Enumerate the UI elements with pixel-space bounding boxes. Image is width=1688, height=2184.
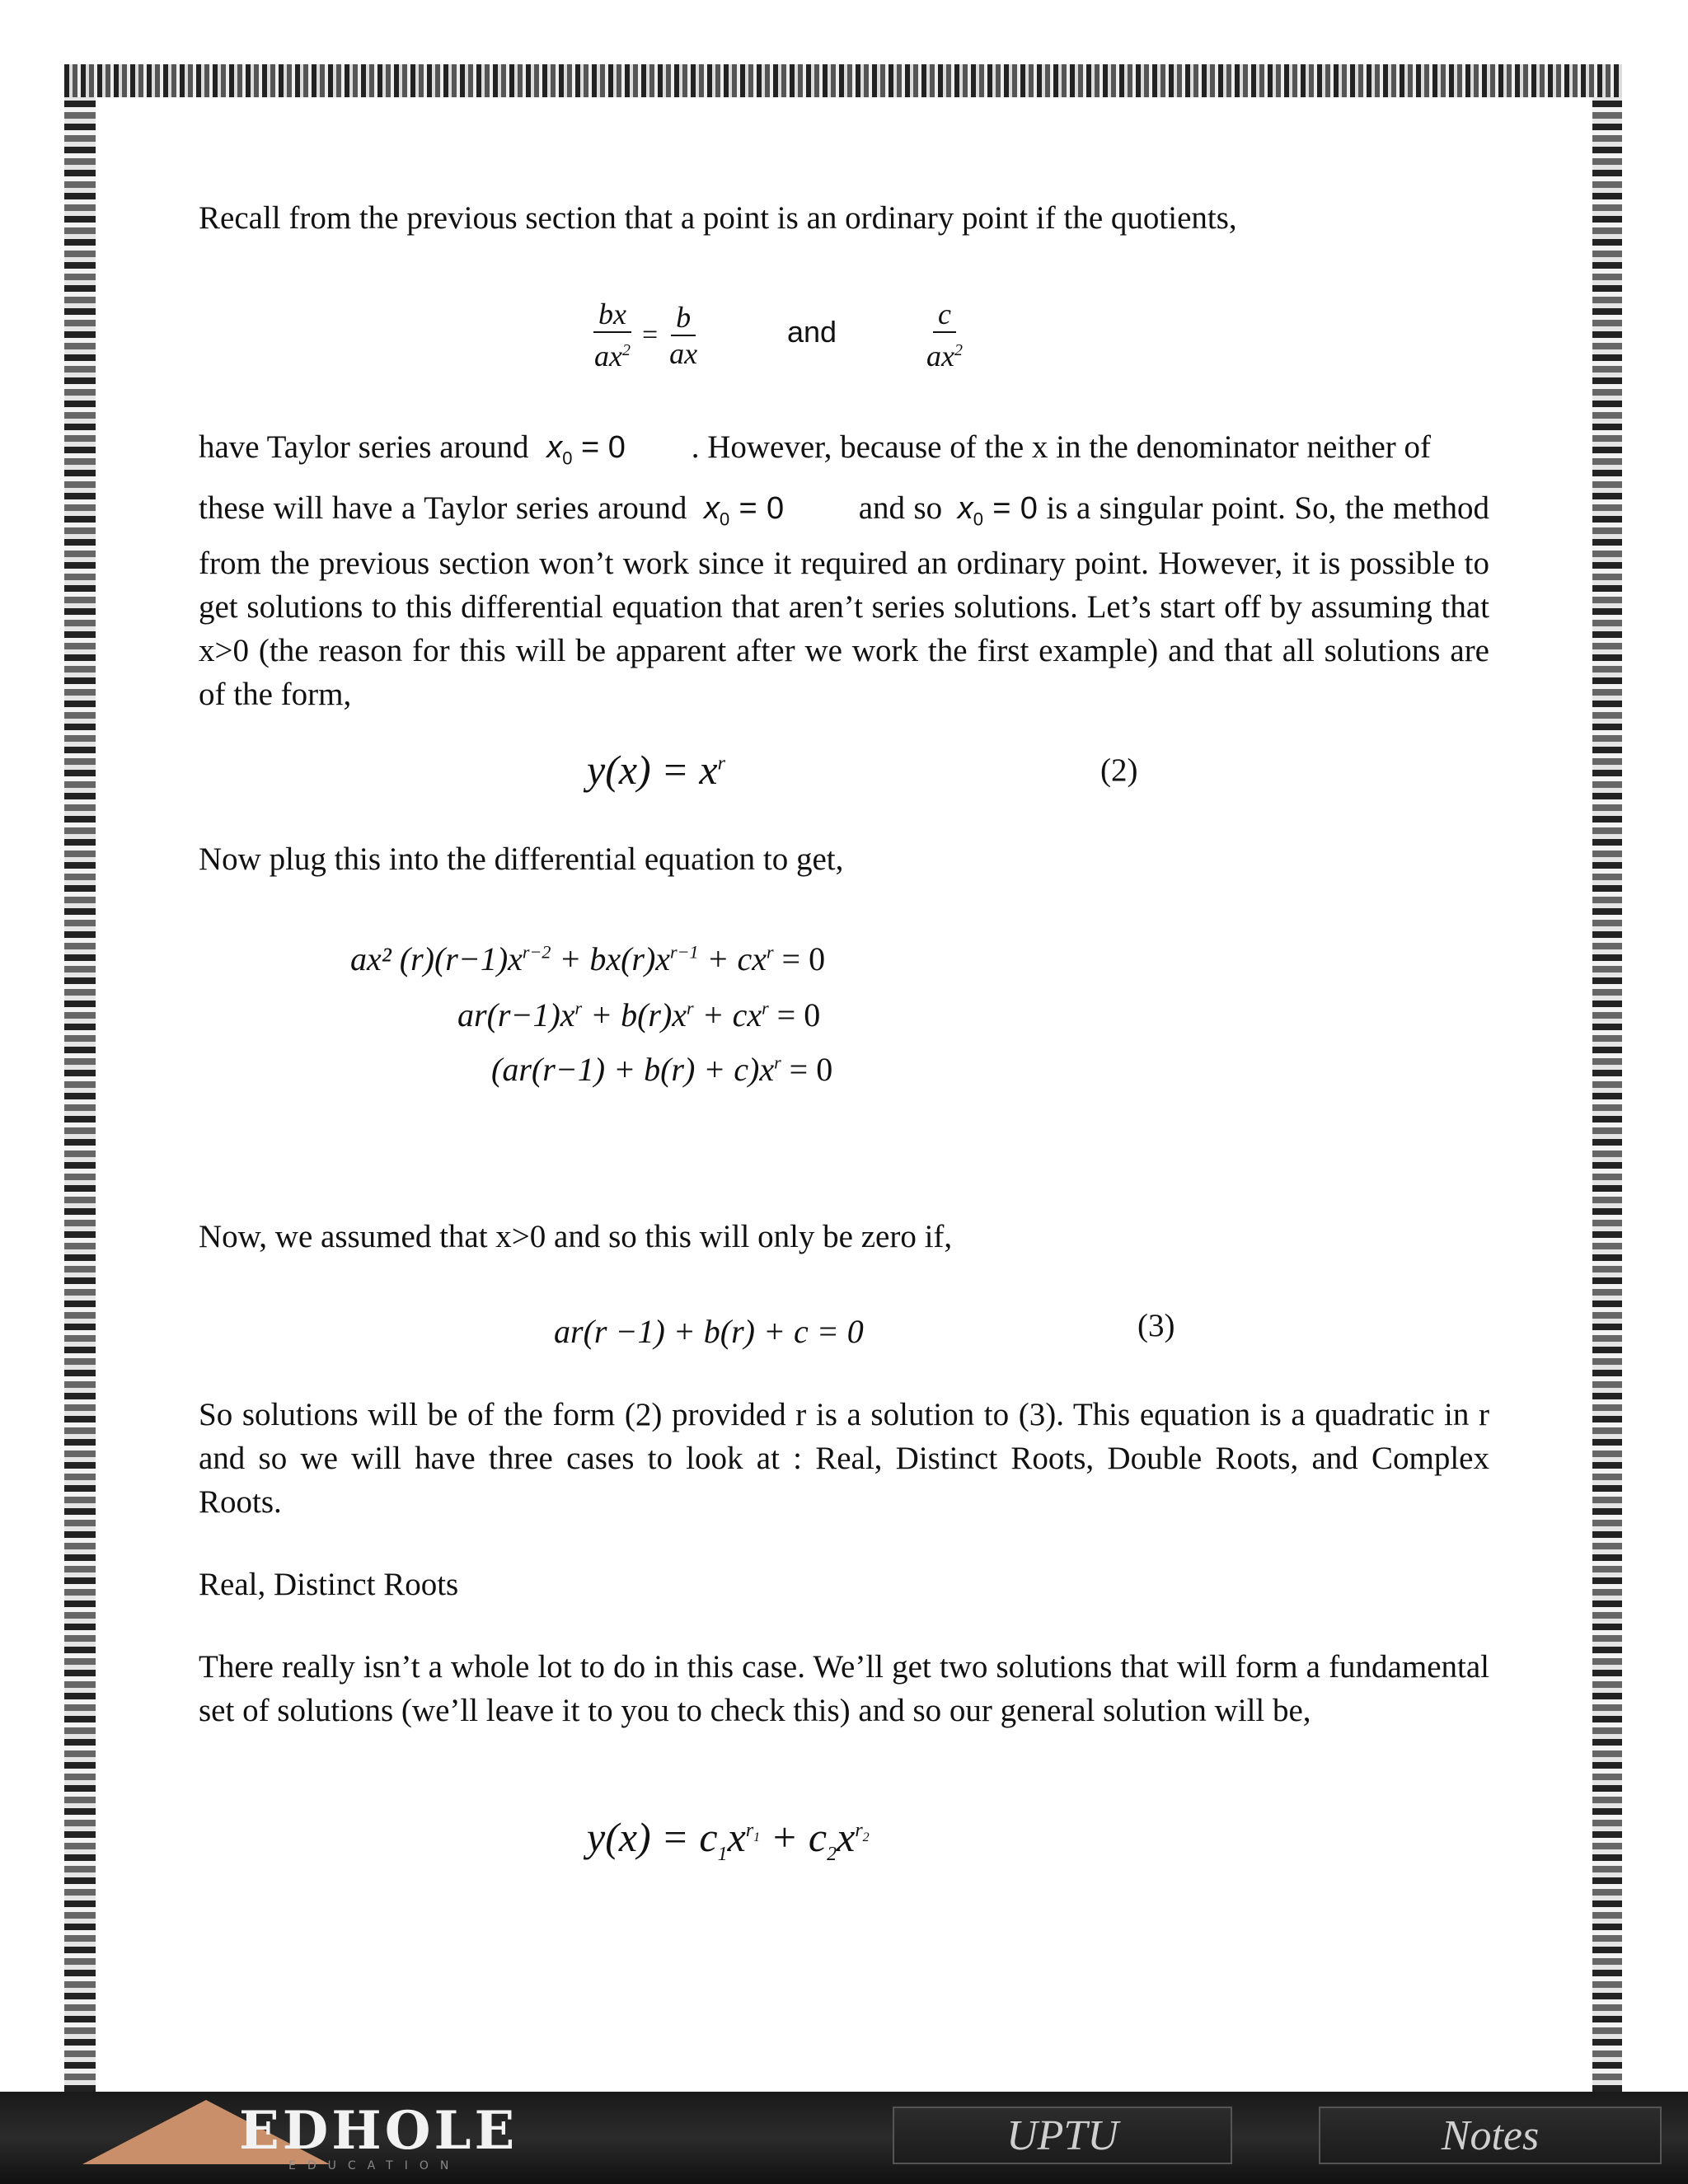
page-border-left [64,97,96,2092]
uptu-button[interactable]: UPTU [893,2107,1232,2164]
quotient-fraction-2: $\frac{c}{ax^2}$ [926,298,963,373]
x0-expression-3: $x_0 = 0$ [957,491,1038,530]
x0-expression-2: $x_0 = 0$ [703,491,785,530]
page-border-right [1592,97,1622,2092]
derivation-line-2: $ar(r-1)x^r + b(r)x^r + cx^r = 0$ [457,996,821,1033]
derivation-line-3: $(ar(r-1) + b(r) + c)x^r = 0$ [491,1051,833,1088]
paragraph-zero: Now, we assumed that x>0 and so this will only be zero if, [199,1219,953,1254]
x0-expression: $x_0 = 0$ [546,430,626,469]
derivation-line-1: ax² $(r)(r-1)x^{r-2} + bx(r)x^{r-1} + cx^r = 0$ [350,940,826,977]
edhole-logo[interactable]: EDHOLE [239,2100,518,2162]
edhole-logo-subtitle: EDUCATION [288,2159,461,2172]
page-border-top [64,64,1622,97]
and-label: and [787,315,837,349]
section-heading: Real, Distinct Roots [199,1567,459,1602]
paragraph-distinct: There really isn’t a whole lot to do in this case. We’ll get two solutions that will form a fundamental set of solutions (we’ll leave it to you to check this) and so our general solution will be, [199,1649,1489,1728]
quotient-fraction-1: $\frac{bx}{ax^2}$ = $\frac{b}{ax}$ [594,298,698,373]
equation-3: ar(r −1) + b(r) + c = 0 [554,1313,864,1350]
general-solution: $y(x) = c_1x^{r_1} + c_2x^{r_2}$ [587,1814,870,1865]
paragraph-cases: So solutions will be of the form (2) provided r is a solution to (3). This equation is a quadratic in r and so we will have three cases to look at : Real, Distinct Roots, Double Roots, and Complex Roots. [199,1397,1489,1520]
paragraph-taylor: have Taylor series around $x_0 = 0$ . However, because of the x in the denominator neither of [199,429,1431,469]
equation-number-3: (3) [1137,1308,1175,1343]
equation-2: $y(x) = x^r$ [587,747,725,793]
paragraph-intro [199,196,1489,240]
notes-button[interactable]: Notes [1319,2107,1662,2164]
equation-number-2: (2) [1100,752,1138,788]
intro-text: Recall from the previous section that a point is an ordinary point if the quotients, [199,200,1237,236]
paragraph-singular: these will have a Taylor series around $x_0 = 0$ and so $x_0 = 0$ is a singular point. So, the method from the previous section won’t work since it required an ordinary point. However, it is possible to get solutions to this differential equation that aren’t series solutions. Let’s start off by assuming that x>0 (the reason for this will be apparent after we work the first example) and that all solutions are of the form, [199,490,1489,712]
paragraph-plug: Now plug this into the differential equation to get, [199,841,844,877]
